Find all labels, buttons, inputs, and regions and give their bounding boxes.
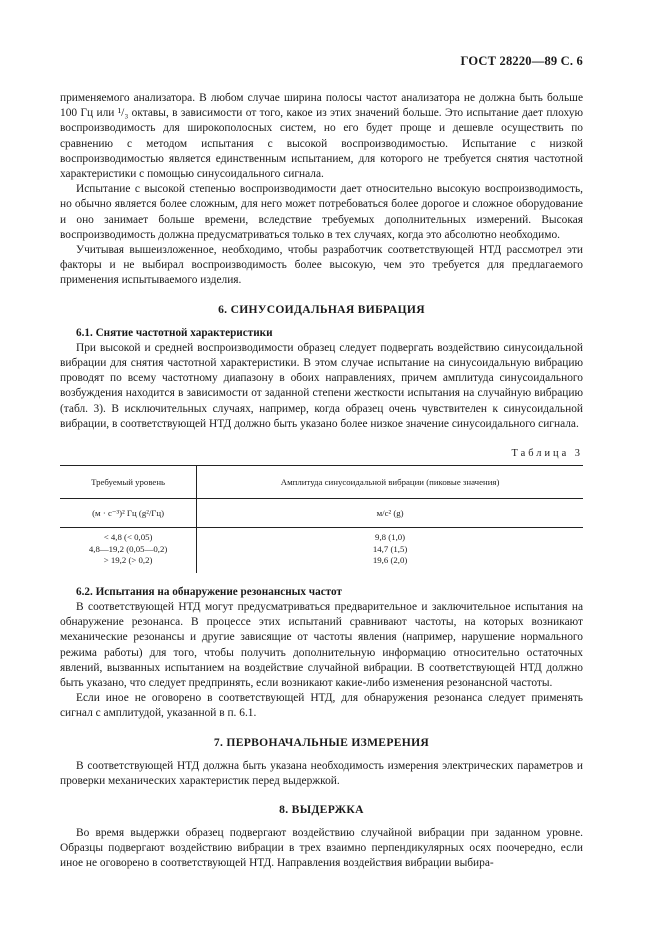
table-3 xyxy=(60,465,583,573)
page-header: ГОСТ 28220—89 С. 6 xyxy=(460,54,583,68)
table-header-amplitude: Амплитуда синусоидальной вибрации (пиковые значения) xyxy=(197,466,583,499)
subsection-6-2-title: 6.2. Испытания на обнаружение резонансных частот xyxy=(76,585,342,598)
paragraph-7: В соответствующей НТД должна быть указана необходимость измерения электрических параметров и проверки механических характеристик перед выдержкой. xyxy=(60,759,583,787)
table-unit-col2: м/с² (g) xyxy=(197,499,583,528)
paragraph-high-reproducibility: Испытание с высокой степенью воспроизводимости дает относительно высокую воспроизводимость, но обычно является более сложным, для него может потребоваться более дорогое и сложное оборудование и оно занимает больше времени, вследствие требуемых дополнительных измерений. Высокая воспроизводимость должна предусматриваться только в тех случаях, когда это абсолютно необходимо. xyxy=(60,183,583,241)
table-col2-values xyxy=(197,528,583,573)
table-col1-values xyxy=(60,528,197,573)
table-cell: 9,8 (1,0) xyxy=(375,532,406,543)
table-cell: > 19,2 (> 0,2) xyxy=(103,555,153,566)
paragraph-8: Во время выдержки образец подвергают воздействию случайной вибрации при заданном уровне. Образцы подвергают воздействию вибрации в трех взаимно перпендикулярных осях поочередно, если иное не оговорено в соответствующей НТД. Направления воздействия вибрации выбира- xyxy=(60,827,583,870)
section-8-title: 8. ВЫДЕРЖКА xyxy=(279,803,364,817)
paragraph-6-2b: Если иное не оговорено в соответствующей НТД, для обнаружения резонанса следует применять сигнал с амплитудой, указанной в п. 6.1. xyxy=(60,692,583,720)
table-caption: Таблица 3 xyxy=(511,448,583,460)
table-unit-col1: (м · с⁻³)² Гц (g²/Гц) xyxy=(60,499,197,528)
table-cell: < 4,8 (< 0,05) xyxy=(103,532,153,543)
paragraph-intro: применяемого анализатора. В любом случае ширина полосы частот анализатора не должна быть больше 100 Гц или ¹/₃ октавы, в зависимости от того, какое из этих значений больше. Это испытание дает плохую воспроизводимость для широкополосных систем, но его будет проще и дешевле осуществить по сравнению с методом испытания с высокой воспроизводимостью. Испытание с низкой воспроизводимостью является единственным испытанием, для которого не требуется снятия частотной характеристики с помощью синусоидального сигнала. xyxy=(60,92,583,181)
paragraph-6-2a: В соответствующей НТД могут предусматриваться предварительное и заключительное испытания на обнаружение резонанса. В процессе этих испытаний сравнивают частоты, на которых возникают механические резонансы и другие зависящие от частоты явления (например, нарушение нормального режима работы) для того, чтобы получить дополнительную информацию относительно остаточных явлений, вызванных испытанием на воздействие случайной вибрации. В соответствующей НТД должно быть указано, что следует предпринять, если возникают какие-либо изменения резонансной частоты. xyxy=(60,601,583,690)
table-cell: 14,7 (1,5) xyxy=(372,543,408,554)
paragraph-6-1: При высокой и средней воспроизводимости образец следует подвергать воздействию синусоидальной вибрации для снятия частотной характеристики. В этом случае испытание на синусоидальную вибрацию проводят по всему частотному диапазону в обоих направлениях, причем амплитуда синусоидального возбуждения находится в зависимости от заданной степени жесткости испытания на случайную вибрацию (табл. 3). В исключительных случаях, например, когда образец очень чувствителен к синусоидальной вибрации, в соответствующей НТД должно быть указано более низкое значение синусоидального сигнала. xyxy=(60,341,583,430)
section-6-title: 6. СИНУСОИДАЛЬНАЯ ВИБРАЦИЯ xyxy=(218,302,425,316)
table-header-required-level: Требуемый уровень xyxy=(60,466,197,499)
table-cell: 19,6 (2,0) xyxy=(372,555,408,566)
subsection-6-1-title: 6.1. Снятие частотной характеристики xyxy=(76,326,273,339)
paragraph-considerations: Учитывая вышеизложенное, необходимо, чтобы разработчик соответствующей НТД рассмотрел эти факторы и не выбирал воспроизводимость более высокую, чем это требуется для предлагаемого применения испытываемого изделия. xyxy=(60,244,583,287)
table-cell: 4,8—19,2 (0,05—0,2) xyxy=(88,543,168,554)
section-7-title: 7. ПЕРВОНАЧАЛЬНЫЕ ИЗМЕРЕНИЯ xyxy=(213,735,430,749)
document-page xyxy=(60,54,583,872)
